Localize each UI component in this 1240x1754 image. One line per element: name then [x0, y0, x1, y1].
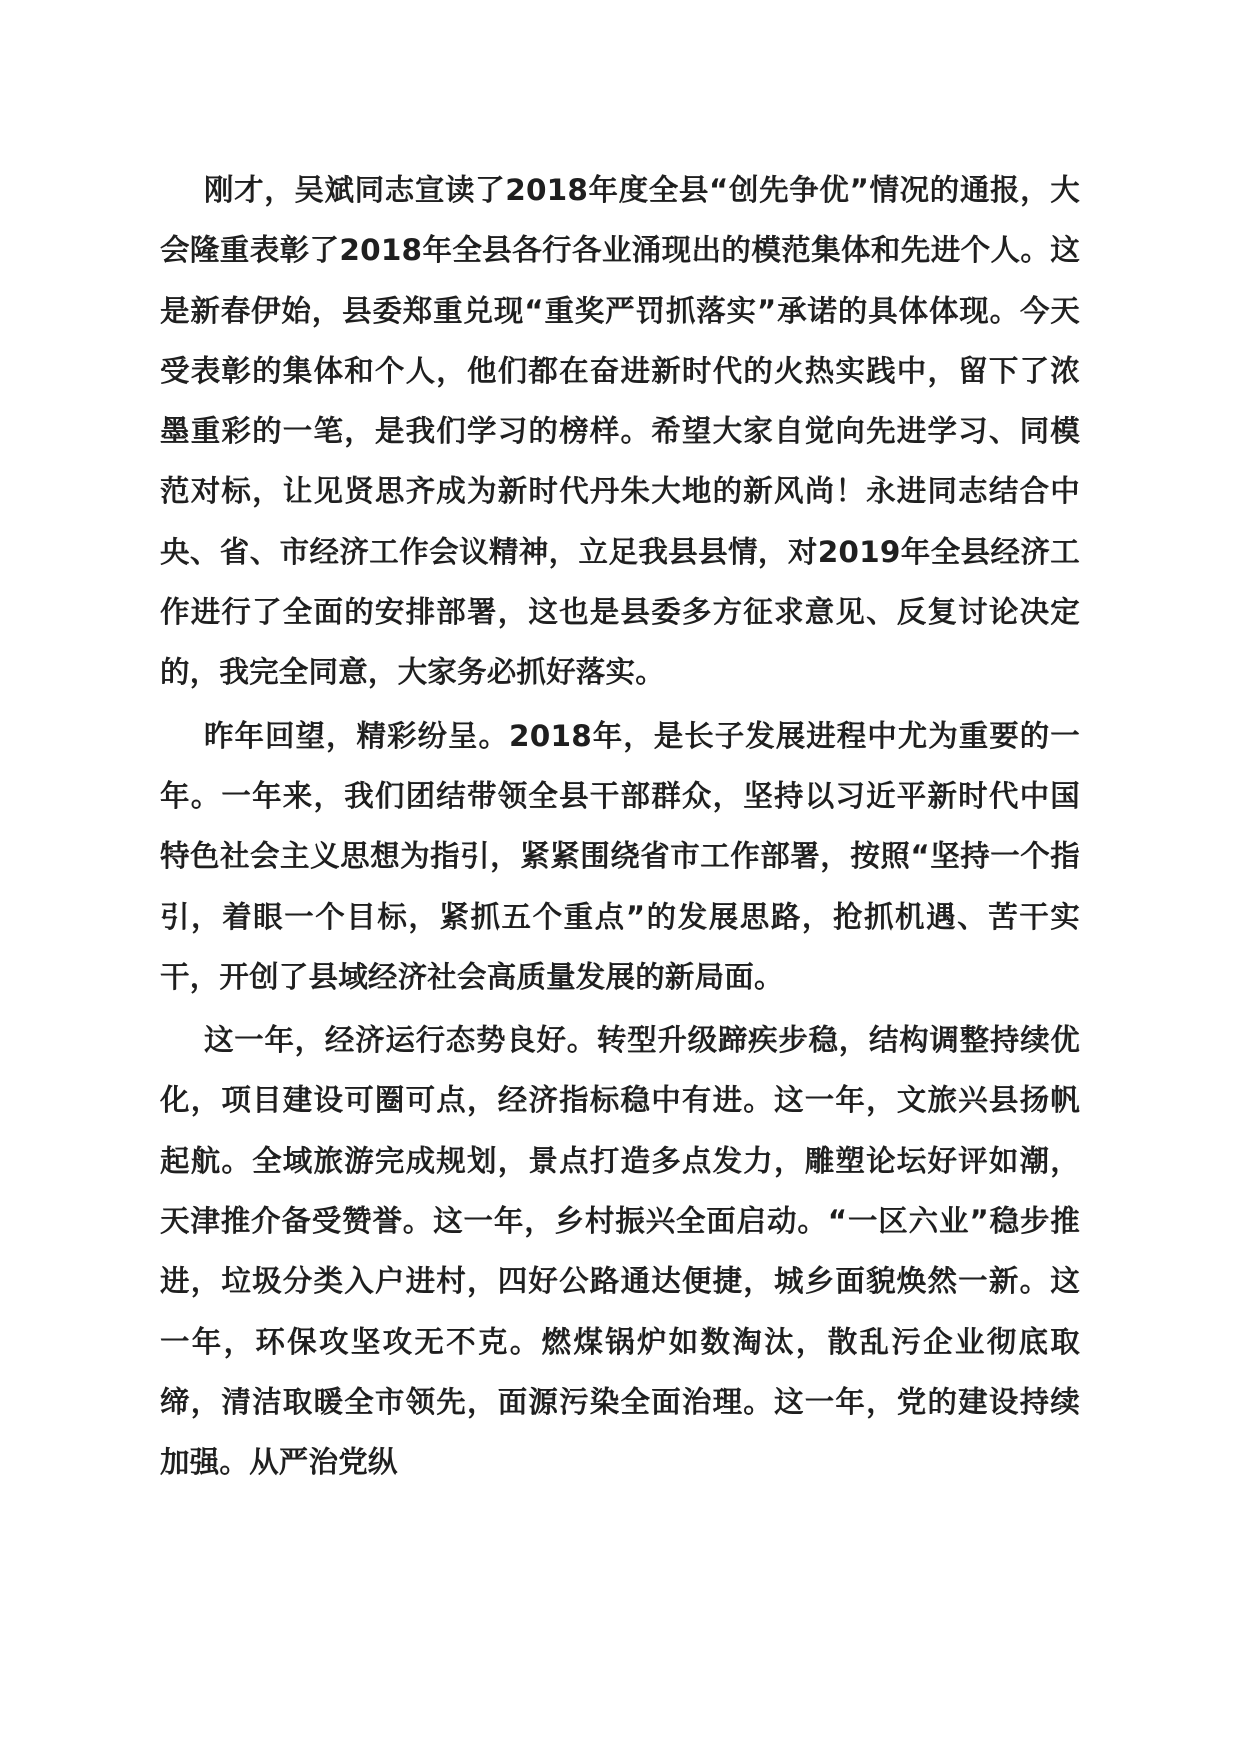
- paragraph-commendation: 刚才，吴斌同志宣读了2018年度全县“创先争优”情况的通报，大会隆重表彰了2018年全县各行各业涌现出的模范集体和先进个人。这是新春伊始，县委郑重兑现“重奖严罚抓落实”承诺的具体体现。今天受表彰的集体和个人，他们都在奋进新时代的火热实践中，留下了浓墨重彩的一笔，是我们学习的榜样。希望大家自觉向先进学习、同模范对标，让见贤思齐成为新时代丹朱大地的新风尚！永进同志结合中央、省、市经济工作会议精神，立足我县县情，对2019年全县经济工作进行了全面的安排部署，这也是县委多方征求意见、反复讨论决定的，我完全同意，大家务必抓好落实。: [160, 173, 1080, 690]
- paragraph-review-2018: 昨年回望，精彩纷呈。2018年，是长子发展进程中尤为重要的一年。一年来，我们团结带领全县干部群众，坚持以习近平新时代中国特色社会主义思想为指引，紧紧围绕省市工作部署，按照“坚持一个指引，着眼一个目标，紧抓五个重点”的发展思路，抢抓机遇、苦干实干，开创了县域经济社会高质量发展的新局面。: [160, 718, 1080, 994]
- document-body: [160, 160, 1080, 1496]
- paragraph-achievements: 这一年，经济运行态势良好。转型升级蹄疾步稳，结构调整持续优化，项目建设可圈可点，经济指标稳中有进。这一年，文旅兴县扬帆起航。全域旅游完成规划，景点打造多点发力，雕塑论坛好评如潮，天津推介备受赞誉。这一年，乡村振兴全面启动。“一区六业”稳步推进，垃圾分类入户进村，四好公路通达便捷，城乡面貌焕然一新。这一年，环保攻坚攻无不克。燃煤锅炉如数淘汰，散乱污企业彻底取缔，清洁取暖全市领先，面源污染全面治理。这一年，党的建设持续加强。从严治党纵: [160, 1023, 1080, 1480]
